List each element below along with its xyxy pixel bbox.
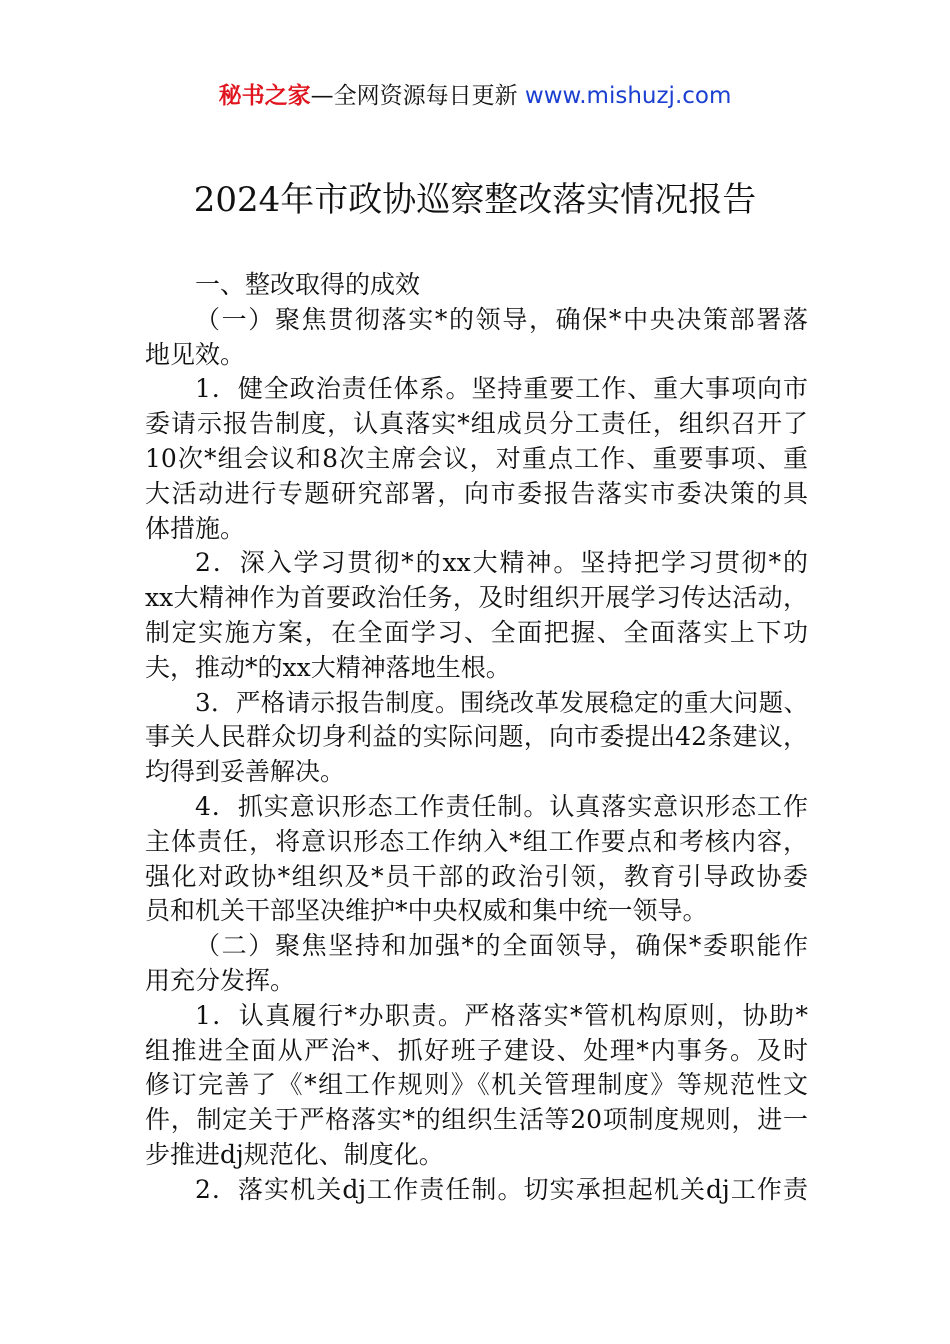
document-body: [145, 268, 808, 1208]
body-line: （一）聚焦贯彻落实*的领导，确保*中央决策部署落: [195, 304, 808, 334]
body-line: 1．健全政治责任体系。坚持重要工作、重大事项向市: [195, 374, 808, 404]
body-line: 2．深入学习贯彻*的xx大精神。坚持把学习贯彻*的: [195, 548, 808, 578]
body-line: 体措施。: [145, 513, 246, 543]
body-line: 均得到妥善解决。: [145, 757, 346, 787]
body-line: 3．严格请示报告制度。围绕改革发展稳定的重大问题、: [195, 687, 808, 717]
document-title: 2024年市政协巡察整改落实情况报告: [193, 180, 757, 220]
body-line: 事关人民群众切身利益的实际问题，向市委提出42条建议，: [145, 722, 808, 752]
site-tagline: —全网资源每日更新: [310, 83, 525, 109]
body-line: 件，制定关于严格落实*的组织生活等20项制度规则，进一: [145, 1105, 808, 1135]
body-line: 10次*组会议和8次主席会议，对重点工作、重要事项、重: [145, 443, 808, 473]
body-line: 主体责任，将意识形态工作纳入*组工作要点和考核内容，: [145, 826, 808, 856]
body-line: 强化对政协*组织及*员干部的政治引领，教育引导政协委: [145, 861, 808, 891]
body-line: 4．抓实意识形态工作责任制。认真落实意识形态工作: [195, 791, 808, 821]
body-line: 一、整改取得的成效: [195, 270, 421, 299]
body-line: 修订完善了《*组工作规则》《机关管理制度》等规范性文: [145, 1070, 808, 1100]
body-line: 1．认真履行*办职责。严格落实*管机构原则，协助*: [195, 1000, 808, 1030]
body-line: xx大精神作为首要政治任务，及时组织开展学习传达活动，: [145, 583, 808, 613]
body-line: 夫，推动*的xx大精神落地生根。: [145, 652, 511, 682]
site-url-link[interactable]: www.mishuzj.com: [524, 83, 732, 109]
body-line: 用充分发挥。: [145, 965, 296, 995]
body-line: 制定实施方案，在全面学习、全面把握、全面落实上下功: [145, 617, 808, 647]
body-line: 步推进dj规范化、制度化。: [145, 1139, 444, 1169]
body-line: 地见效。: [145, 339, 246, 369]
site-header: [0, 80, 950, 112]
body-line: 2．落实机关dj工作责任制。切实承担起机关dj工作责: [195, 1174, 808, 1204]
site-brand: 秘书之家: [218, 83, 311, 109]
body-line: 大活动进行专题研究部署，向市委报告落实市委决策的具: [145, 478, 808, 508]
body-line: （二）聚焦坚持和加强*的全面领导，确保*委职能作: [195, 931, 808, 961]
body-line: 员和机关干部坚决维护*中央权威和集中统一领导。: [145, 896, 708, 926]
body-line: 委请示报告制度，认真落实*组成员分工责任，组织召开了: [145, 409, 808, 439]
body-line: 组推进全面从严治*、抓好班子建设、处理*内事务。及时: [145, 1035, 808, 1065]
